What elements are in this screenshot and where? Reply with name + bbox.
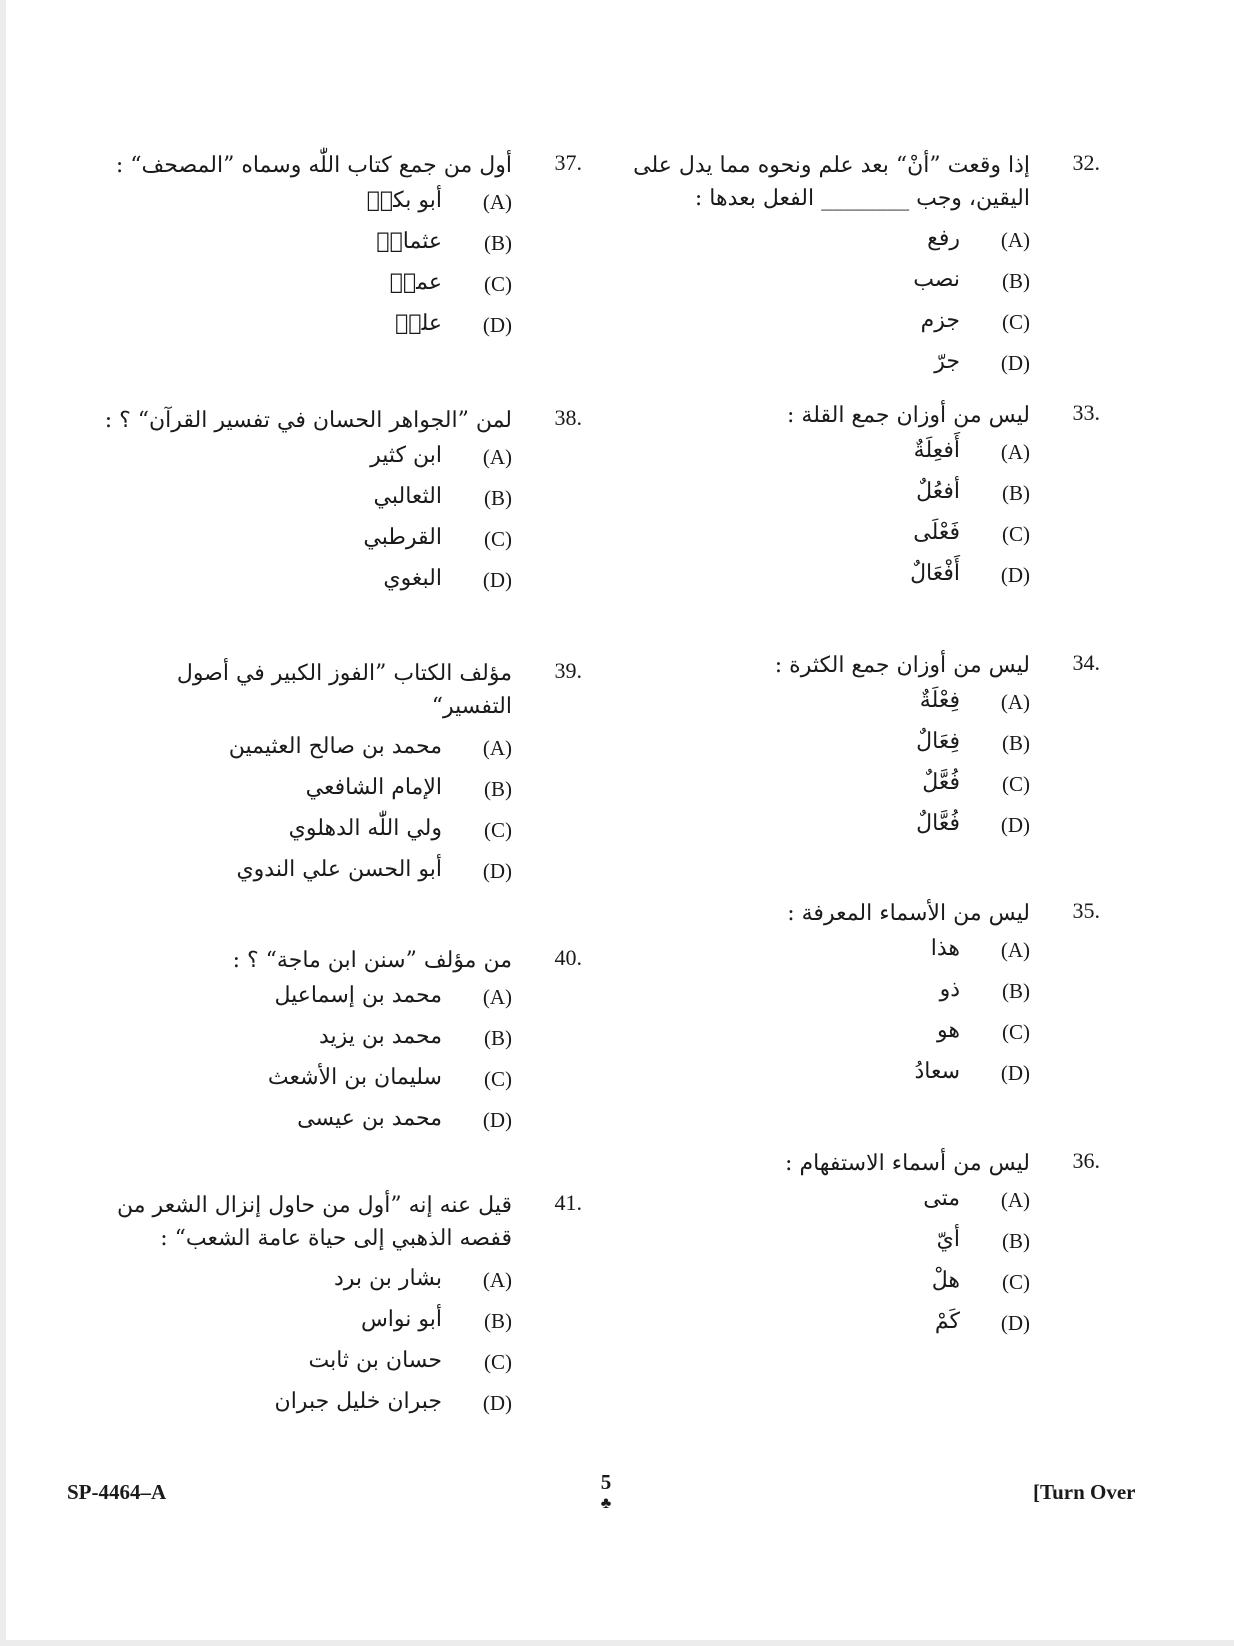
option-text: هو [937, 1018, 960, 1043]
option-text: ابن كثير [370, 443, 442, 468]
question-number: 39. [554, 658, 582, 683]
option-c [70, 1350, 582, 1391]
option-label: (C) [1002, 1270, 1030, 1294]
option-text: أبو نواس [360, 1307, 442, 1332]
option-label: (C) [484, 1067, 512, 1091]
option-text: فِعْلَةٌ [919, 688, 960, 713]
option-text: جبران خليل جبران [274, 1389, 442, 1414]
question-37 [70, 150, 582, 354]
option-text: ذو [939, 977, 960, 1002]
club-icon: ♣ [600, 1495, 612, 1512]
option-text: عليؓ [395, 311, 442, 336]
option-label: (C) [1002, 772, 1030, 796]
question-number: 40. [554, 945, 582, 970]
option-a [70, 445, 582, 486]
option-label: (D) [1000, 813, 1030, 837]
option-label: (C) [484, 818, 512, 842]
option-b [640, 731, 1100, 772]
option-text: عمرؓ [389, 270, 442, 295]
question-34 [640, 650, 1100, 854]
option-text: ولي اللّٰه الدهلوي [288, 816, 442, 841]
option-label: (D) [482, 1108, 512, 1132]
option-label: (B) [1002, 979, 1030, 1003]
option-c [70, 818, 582, 859]
option-d [70, 568, 582, 609]
question-number: 34. [1072, 650, 1100, 675]
question-number: 36. [1072, 1148, 1100, 1173]
option-label: (D) [482, 568, 512, 592]
option-label: (C) [484, 527, 512, 551]
option-d [640, 813, 1100, 854]
option-a [640, 440, 1100, 481]
option-c [70, 272, 582, 313]
option-text: فَعْلَى [913, 520, 960, 545]
option-text: فُعَّالٌ [916, 811, 960, 836]
option-label: (A) [1000, 1188, 1030, 1212]
option-label: (A) [482, 736, 512, 760]
option-label: (A) [1000, 938, 1030, 962]
question-number: 37. [554, 150, 582, 175]
question-number: 35. [1072, 898, 1100, 923]
question-text: أول من جمع كتاب اللّٰه وسماه ”المصحف“ : [115, 153, 512, 178]
option-text: محمد بن إسماعيل [274, 983, 442, 1008]
option-a [70, 1268, 582, 1309]
option-text: الإمام الشافعي [305, 775, 442, 800]
option-text: رفع [927, 226, 960, 251]
option-text: أَفْعَالٌ [910, 561, 960, 586]
option-text: سليمان بن الأشعث [267, 1065, 442, 1090]
question-text-continued: اليقين، وجب ________ الفعل بعدها : [694, 186, 1030, 211]
question-40 [70, 945, 582, 1149]
option-a [70, 190, 582, 231]
page-number-block [591, 1470, 621, 1512]
option-c [640, 310, 1100, 351]
option-text: نصب [913, 267, 960, 292]
option-text: أَفعِلَةٌ [913, 438, 960, 463]
option-text: سعادُ [914, 1059, 960, 1084]
option-b [70, 486, 582, 527]
question-text: لمن ”الجواهر الحسان في تفسير القرآن“ ؟ : [104, 408, 512, 433]
option-a [640, 690, 1100, 731]
option-d [70, 1108, 582, 1149]
option-d [640, 1061, 1100, 1102]
option-label: (D) [1000, 1311, 1030, 1335]
option-text: هلْ [931, 1268, 960, 1293]
question-text: قيل عنه إنه ”أول من حاول إنزال الشعر من [117, 1193, 512, 1218]
question-text-continued: قفصه الذهبي إلى حياة عامة الشعب“ : [160, 1226, 512, 1251]
exam-code: SP-4464–A [67, 1480, 167, 1504]
option-label: (D) [1000, 1061, 1030, 1085]
option-label: (A) [482, 445, 512, 469]
option-label: (B) [484, 1309, 512, 1333]
option-b [640, 481, 1100, 522]
option-c [640, 1270, 1100, 1311]
option-text: جرّ [934, 349, 960, 374]
question-39 [70, 658, 582, 900]
scan-edge-left [0, 0, 6, 1646]
option-label: (A) [482, 1268, 512, 1292]
option-b [640, 1229, 1100, 1270]
option-text: أيّ [936, 1227, 960, 1252]
question-text: من مؤلف ”سنن ابن ماجة“ ؟ : [232, 948, 512, 973]
option-a [70, 736, 582, 777]
option-d [70, 313, 582, 354]
option-b [640, 269, 1100, 310]
option-text: بشار بن برد [334, 1266, 442, 1291]
option-label: (A) [482, 985, 512, 1009]
page-number: 5 [600, 1470, 612, 1494]
option-label: (B) [1002, 731, 1030, 755]
option-b [70, 231, 582, 272]
option-label: (D) [1000, 351, 1030, 375]
option-label: (A) [1000, 228, 1030, 252]
option-text: كَمْ [934, 1309, 960, 1334]
option-d [640, 1311, 1100, 1352]
option-d [70, 859, 582, 900]
option-text: القرطبي [363, 525, 442, 550]
option-text: الثعالبي [373, 484, 442, 509]
option-text: أفعُلٌ [916, 479, 960, 504]
option-label: (B) [1002, 1229, 1030, 1253]
question-number: 38. [554, 405, 582, 430]
option-a [640, 228, 1100, 269]
question-33 [640, 400, 1100, 604]
option-label: (C) [484, 1350, 512, 1374]
option-d [640, 351, 1100, 392]
question-text: ليس من أوزان جمع القلة : [787, 403, 1030, 428]
question-32 [633, 150, 1100, 392]
option-label: (B) [1002, 269, 1030, 293]
option-text: البغوي [383, 566, 442, 591]
option-c [640, 1020, 1100, 1061]
option-label: (C) [1002, 522, 1030, 546]
question-text: ليس من الأسماء المعرفة : [787, 901, 1030, 926]
option-b [640, 979, 1100, 1020]
option-label: (D) [482, 859, 512, 883]
option-label: (A) [482, 190, 512, 214]
option-label: (C) [484, 272, 512, 296]
turn-over-label: [Turn Over [1033, 1480, 1136, 1504]
option-c [70, 1067, 582, 1108]
option-a [640, 938, 1100, 979]
option-text: فُعَّلٌ [922, 770, 960, 795]
option-label: (D) [482, 313, 512, 337]
question-number: 41. [554, 1190, 582, 1215]
option-label: (B) [484, 231, 512, 255]
option-label: (B) [484, 1026, 512, 1050]
option-c [640, 522, 1100, 563]
question-41 [70, 1190, 582, 1432]
option-d [70, 1391, 582, 1432]
scan-edge-bottom [0, 1640, 1234, 1646]
option-c [70, 527, 582, 568]
option-label: (A) [1000, 440, 1030, 464]
option-text: محمد بن عيسى [297, 1106, 442, 1131]
option-text: محمد بن يزيد [318, 1024, 442, 1049]
option-text: عثمانؓ [376, 229, 442, 254]
option-text: أبو بكرؓ [366, 188, 442, 213]
option-label: (B) [484, 777, 512, 801]
option-text: فِعَالٌ [916, 729, 960, 754]
option-text: جزم [920, 308, 960, 333]
option-text: أبو الحسن علي الندوي [236, 857, 442, 882]
option-b [70, 1026, 582, 1067]
option-text: حسان بن ثابت [308, 1348, 442, 1373]
question-number: 33. [1072, 400, 1100, 425]
question-text: ليس من أسماء الاستفهام : [785, 1151, 1030, 1176]
option-text: محمد بن صالح العثيمين [228, 734, 442, 759]
option-a [70, 985, 582, 1026]
option-c [640, 772, 1100, 813]
option-a [640, 1188, 1100, 1229]
option-label: (B) [484, 486, 512, 510]
option-label: (D) [1000, 563, 1030, 587]
question-text: مؤلف الكتاب ”الفوز الكبير في أصول [176, 661, 512, 686]
option-label: (A) [1000, 690, 1030, 714]
option-d [640, 563, 1100, 604]
option-label: (C) [1002, 1020, 1030, 1044]
question-text: إذا وقعت ”أنْ“ بعد علم ونحوه مما يدل على [633, 153, 1030, 178]
option-b [70, 1309, 582, 1350]
question-36 [640, 1148, 1100, 1352]
question-number: 32. [1072, 150, 1100, 175]
option-label: (B) [1002, 481, 1030, 505]
option-b [70, 777, 582, 818]
option-text: متى [923, 1186, 960, 1211]
question-text: ليس من أوزان جمع الكثرة : [774, 653, 1030, 678]
option-label: (C) [1002, 310, 1030, 334]
option-label: (D) [482, 1391, 512, 1415]
question-35 [640, 898, 1100, 1102]
option-text: هذا [930, 936, 960, 961]
question-text-continued: التفسير“ [431, 694, 512, 719]
question-38 [70, 405, 582, 609]
